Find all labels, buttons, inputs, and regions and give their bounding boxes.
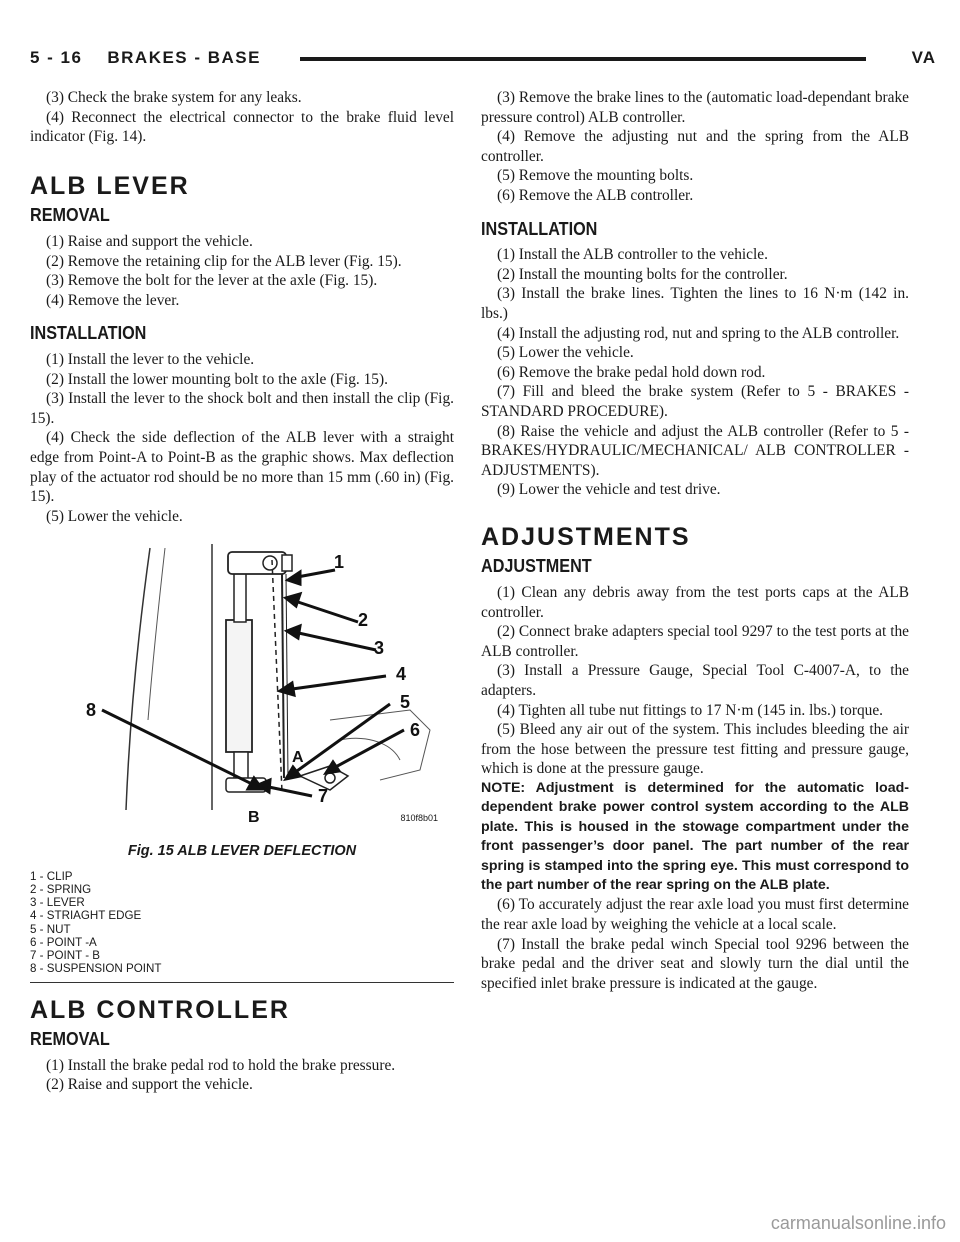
figure-legend: [30, 870, 454, 983]
paragraph: (4) Tighten all tube nut fittings to 17 N·m (145 in. lbs.) torque.: [497, 701, 884, 719]
callout-4: 4: [396, 664, 407, 685]
subsection-title-removal: REMOVAL: [30, 205, 110, 226]
legend-item: 8 - SUSPENSION POINT: [30, 962, 162, 976]
note-block: NOTE: Adjustment is determined for the automatic load-dependent brake power control system according to the ALB plate. This is housed in the stowage compartment under the front passenger’s door panel. The part number of the rear spring is stamped into the spring eye. This must correspond to the part number of the rear spring on the ALB plate.: [481, 780, 909, 894]
legend-item: 4 - STRIAGHT EDGE: [30, 909, 142, 923]
paragraph: (4) Remove the lever.: [46, 291, 180, 309]
paragraph: (5) Bleed any air out of the system. This includes bleeding the air from the hose between the pressure test fitting and pressure gauge, which is done at the pressure gauge.: [481, 721, 909, 778]
callout-5: 5: [400, 692, 411, 713]
lever-diagram: [30, 540, 454, 840]
section-title-alb-lever: ALB LEVER: [30, 171, 190, 200]
legend-item: 2 - SPRING: [30, 883, 92, 897]
paragraph: (4) Reconnect the electrical connector to the brake fluid level indicator (Fig. 14).: [30, 108, 454, 146]
paragraph: (7) Fill and bleed the brake system (Refer to 5 - BRAKES - STANDARD PROCEDURE).: [481, 383, 909, 420]
paragraph: (1) Install the ALB controller to the vehicle.: [497, 246, 768, 264]
callout-3: 3: [374, 638, 385, 659]
paragraph: (2) Install the lower mounting bolt to the axle (Fig. 15).: [46, 370, 388, 388]
paragraph: (7) Install the brake pedal winch Special tool 9296 between the brake pedal and the driver seat and slowly turn the dial until the specified inlet brake pressure is indicated at the gauge.: [481, 935, 909, 992]
paragraph: (2) Remove the retaining clip for the ALB lever (Fig. 15).: [46, 252, 402, 270]
paragraph: (9) Lower the vehicle and test drive.: [497, 481, 721, 499]
paragraph: (6) Remove the ALB controller.: [497, 186, 694, 204]
paragraph: (4) Install the adjusting rod, nut and spring to the ALB controller.: [497, 324, 900, 342]
section-title-adjustments: ADJUSTMENTS: [481, 522, 691, 551]
left-column: [30, 88, 454, 1095]
paragraph: (1) Raise and support the vehicle.: [46, 232, 253, 250]
subsection-title-installation: INSTALLATION: [30, 323, 147, 344]
watermark: carmanualsonline.info: [770, 1213, 946, 1233]
paragraph: (5) Remove the mounting bolts.: [497, 167, 694, 185]
paragraph: (3) Remove the brake lines to the (automatic load-dependant brake pressure control) ALB controller.: [481, 89, 909, 126]
callout-7: 7: [318, 786, 329, 807]
legend-item: 1 - CLIP: [30, 869, 73, 883]
legend-item: 6 - POINT -A: [30, 935, 97, 949]
paragraph: (5) Lower the vehicle.: [46, 507, 183, 525]
paragraph: (3) Install the brake lines. Tighten the lines to 16 N·m (142 in. lbs.): [481, 285, 909, 322]
paragraph: (5) Lower the vehicle.: [497, 344, 634, 362]
figure-caption: Fig. 15 ALB LEVER DEFLECTION: [127, 843, 357, 860]
paragraph: (2) Install the mounting bolts for the controller.: [497, 265, 788, 283]
paragraph: (3) Remove the bolt for the lever at the axle (Fig. 15).: [46, 272, 378, 290]
point-a-label: A: [292, 749, 304, 767]
vehicle-code: VA: [911, 48, 936, 67]
paragraph: (6) Remove the brake pedal hold down rod.: [497, 363, 766, 381]
figure-code: 810f8b01: [400, 812, 438, 823]
paragraph: (4) Check the side deflection of the ALB lever with a straight edge from Point-A to Point-B as the graphic shows. Max deflection play of the actuator rod should be no more than 15 mm (.60 in) (Fig. 15).: [30, 429, 454, 506]
figure-alb-lever-deflection: [30, 540, 454, 840]
page-section-label: 5 - 16 BRAKES - BASE: [30, 48, 261, 67]
paragraph: (1) Install the brake pedal rod to hold the brake pressure.: [46, 1056, 396, 1074]
callout-8: 8: [86, 700, 97, 721]
header-rule: [300, 57, 866, 61]
point-b-label: B: [248, 809, 260, 827]
section-title-alb-controller: ALB CONTROLLER: [30, 995, 290, 1024]
paragraph: (3) Install a Pressure Gauge, Special Tool C-4007-A, to the adapters.: [481, 662, 909, 700]
paragraph: (2) Raise and support the vehicle.: [46, 1076, 253, 1094]
page-header: [30, 44, 936, 74]
right-column: [481, 88, 909, 993]
callout-1: 1: [334, 552, 345, 573]
paragraph: (1) Install the lever to the vehicle.: [46, 350, 255, 368]
paragraph: (8) Raise the vehicle and adjust the ALB controller (Refer to 5 - BRAKES/HYDRAULIC/MECHANICAL/ ALB CONTROLLER - ADJUSTMENTS).: [481, 422, 909, 479]
paragraph: (2) Connect brake adapters special tool 9297 to the test ports at the ALB controller.: [481, 623, 909, 660]
paragraph: (6) To accurately adjust the rear axle load you must first determine the rear axle load by weighing the vehicle at a local scale.: [481, 896, 909, 934]
subsection-title-installation: INSTALLATION: [481, 218, 598, 239]
legend-item: 3 - LEVER: [30, 896, 85, 910]
legend-item: 7 - POINT - B: [30, 949, 101, 963]
paragraph: (3) Check the brake system for any leaks.: [46, 89, 302, 106]
paragraph: (3) Install the lever to the shock bolt and then install the clip (Fig. 15).: [30, 390, 454, 427]
paragraph: (4) Remove the adjusting nut and the spring from the ALB controller.: [481, 128, 909, 165]
paragraph: (1) Clean any debris away from the test ports caps at the ALB controller.: [481, 584, 909, 621]
subsection-title-removal: REMOVAL: [30, 1029, 110, 1050]
callout-6: 6: [410, 720, 421, 741]
callout-2: 2: [358, 610, 369, 631]
subsection-title-adjustment: ADJUSTMENT: [481, 556, 592, 577]
legend-item: 5 - NUT: [30, 922, 71, 936]
